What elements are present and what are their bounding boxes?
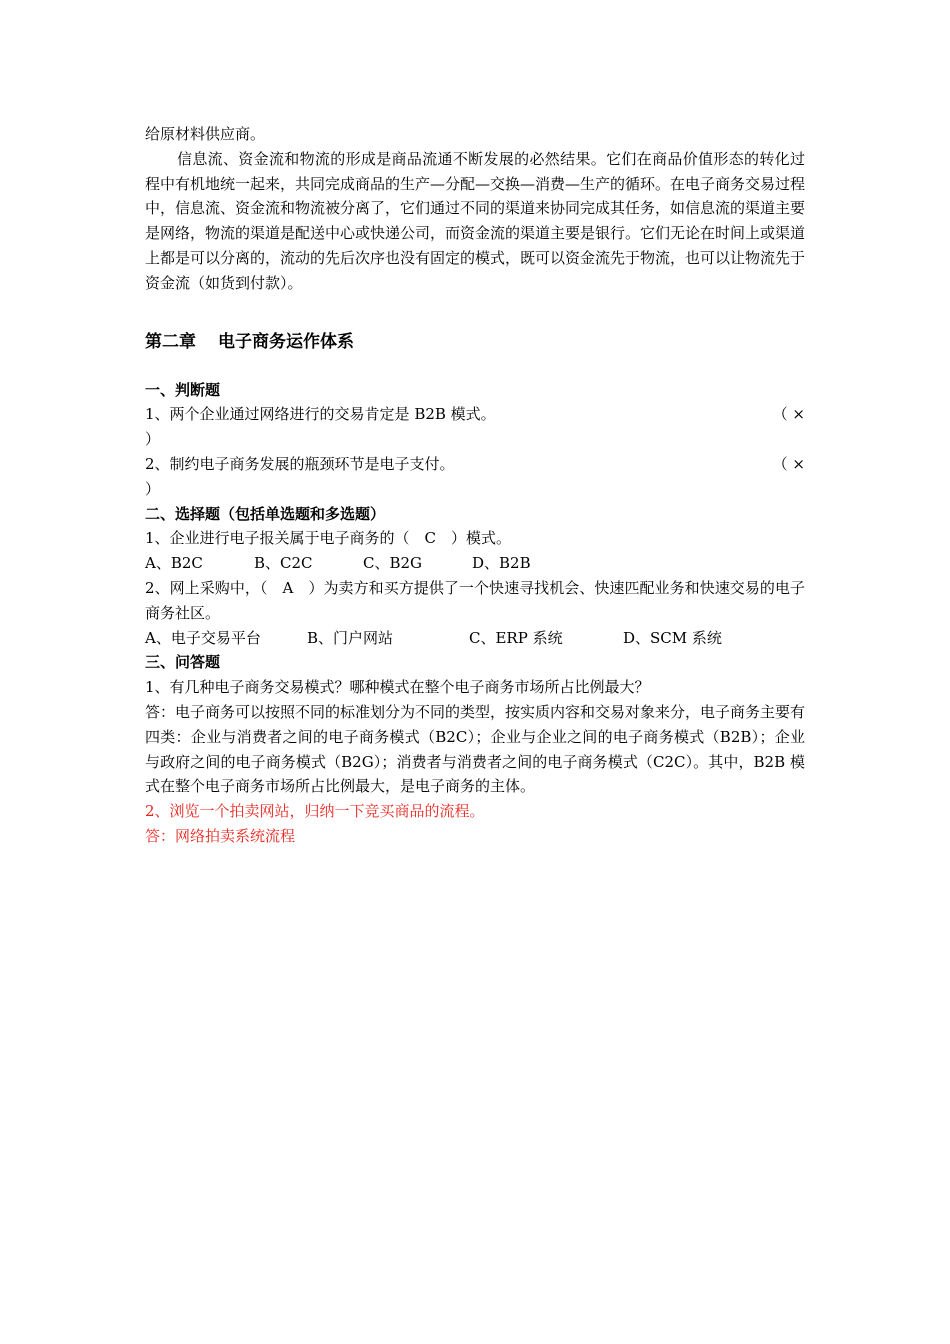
- true-false-answer-close: ）: [145, 430, 161, 449]
- choice-question: 1、企业进行电子报关属于电子商务的（ C ）模式。: [145, 529, 512, 548]
- true-false-answer: （ ×: [772, 405, 805, 424]
- choice-option: D、B2B: [472, 554, 531, 573]
- choice-option: B、C2C: [254, 554, 313, 573]
- choice-option: B、门户网站: [307, 628, 394, 647]
- qa-answer: 答：电子商务可以按照不同的标准划分为不同的类型，按实质内容和交易对象来分，电子商务主要有四类：企业与消费者之间的电子商务模式（B2C）；企业与企业之间的电子商务模式（B2B）；企业与政府之间的电子商务模式（B2G）；消费者与消费者之间的电子商务模式（C2C）。其中，B2B 模式在整个电子商务市场所占比例最大，是电子商务的主体。: [145, 702, 806, 796]
- choice-options: [145, 551, 805, 576]
- chapter-number: 第二章: [145, 331, 196, 352]
- choice-option: A、电子交易平台: [145, 628, 261, 647]
- choice-option: C、ERP 系统: [469, 628, 563, 647]
- section-qa-title: 三、问答题: [145, 653, 221, 672]
- choice-options: [145, 626, 805, 651]
- true-false-item: [145, 452, 805, 477]
- choice-option: A、B2C: [145, 554, 203, 573]
- choice-question: 2、网上采购中，（ A ）为卖方和买方提供了一个快速寻找机会、快速匹配业务和快速交易的电子商务社区。: [145, 578, 805, 622]
- document-page: [145, 122, 805, 849]
- qa-question-highlighted: 2、浏览一个拍卖网站，归纳一下竞买商品的流程。: [145, 802, 485, 821]
- choice-option: D、SCM 系统: [623, 628, 722, 647]
- section-true-false-title: 一、判断题: [145, 380, 221, 399]
- qa-question: 1、有几种电子商务交易模式？哪种模式在整个电子商务市场所占比例最大？: [145, 678, 650, 697]
- qa-answer-highlighted: 答：网络拍卖系统流程: [145, 826, 296, 845]
- true-false-item: [145, 402, 805, 427]
- true-false-question: 2、制约电子商务发展的瓶颈环节是电子支付。: [145, 454, 455, 473]
- intro-line: 给原材料供应商。: [145, 125, 266, 143]
- section-choice-title: 二、选择题（包括单选题和多选题）: [145, 504, 386, 523]
- chapter-title: 电子商务运作体系: [218, 331, 354, 352]
- choice-option: C、B2G: [363, 554, 423, 573]
- true-false-answer-close: ）: [145, 479, 161, 498]
- intro-paragraph: 信息流、资金流和物流的形成是商品流通不断发展的必然结果。它们在商品价值形态的转化过程中有机地统一起来，共同完成商品的生产—分配—交换—消费—生产的循环。在电子商务交易过程中，信息流、资金流和物流被分离了，它们通过不同的渠道来协同完成其任务，如信息流的渠道主要是网络，物流的渠道是配送中心或快递公司，而资金流的渠道主要是银行。它们无论在时间上或渠道上都是可以分离的，流动的先后次序也没有固定的模式，既可以资金流先于物流，也可以让物流先于资金流（如货到付款）。: [145, 149, 806, 292]
- true-false-question: 1、两个企业通过网络进行的交易肯定是 B2B 模式。: [145, 405, 496, 424]
- chapter-heading: [145, 330, 805, 354]
- true-false-answer: （ ×: [772, 454, 805, 473]
